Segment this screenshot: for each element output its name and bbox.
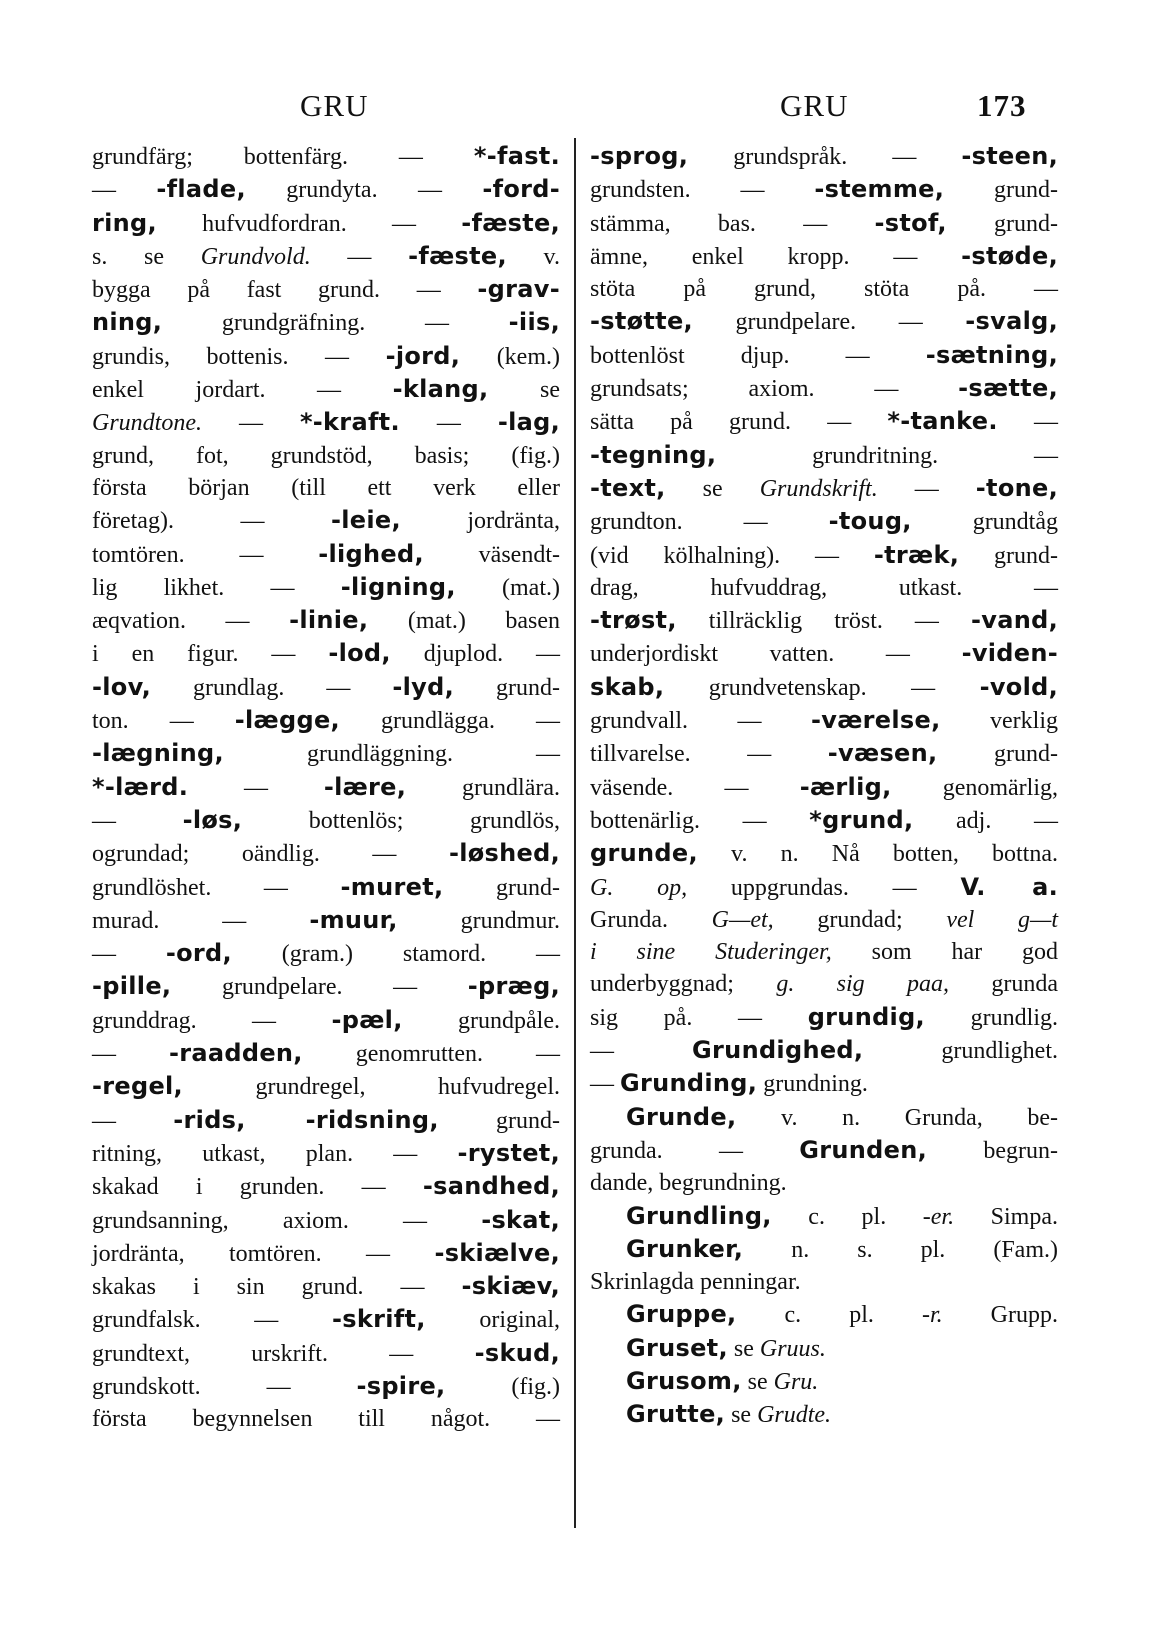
definition-text: — — [997, 409, 1059, 436]
text-line — [92, 140, 560, 173]
definition-text: företag). — — [92, 508, 331, 535]
definition-text: (gram.) stamord. — — [231, 941, 560, 968]
left-running-head: GRU — [300, 88, 369, 123]
text-line — [590, 1134, 1058, 1167]
headword: skab, — [590, 672, 665, 701]
headword: -lære, — [323, 772, 407, 801]
definition-text: första början (till ett verk eller — [92, 474, 560, 501]
definition-text: skakas i sin grund. — — [92, 1274, 462, 1301]
definition-text: grundsats; axiom. — — [590, 376, 959, 403]
text-line — [590, 804, 1058, 837]
definition-text: grund- — [937, 741, 1058, 768]
text-line — [590, 968, 1058, 1000]
italic-text: Gruus. — [759, 1335, 826, 1362]
text-line — [590, 1298, 1058, 1331]
headword: *grund, — [809, 805, 914, 834]
definition-text: grundyta. — — [245, 177, 483, 204]
headword: -rids, -ridsning, — [173, 1105, 439, 1134]
italic-text: Grundvold. — [200, 243, 311, 270]
definition-text: Skrinlagda penningar. — [590, 1269, 801, 1296]
definition-text: grundpelare. — — [171, 974, 468, 1001]
definition-text: (kem.) — [460, 343, 560, 370]
text-line — [590, 405, 1058, 438]
definition-text: murad. — — [92, 907, 310, 934]
definition-text: grundlig. — [924, 1004, 1058, 1031]
page-header — [0, 88, 1152, 128]
text-line — [590, 871, 1058, 904]
definition-text: (fig.) — [445, 1373, 560, 1400]
definition-text: som har god — [831, 939, 1058, 966]
headword: -tegning, — [590, 440, 717, 469]
text-line — [92, 273, 560, 306]
text-line — [590, 240, 1058, 273]
text-line — [92, 637, 560, 670]
definition-text: grundtåg — [911, 509, 1058, 536]
definition-text: grundregel, hufvudregel. — [182, 1074, 560, 1101]
definition-text: — — [92, 941, 166, 968]
page-number: 173 — [977, 88, 1027, 123]
definition-text: grundspråk. — — [688, 144, 962, 170]
headword: -løs, — [182, 805, 243, 834]
definition-text: grund- — [959, 542, 1059, 569]
definition-text: (vid kölhalning). — — [590, 542, 874, 569]
text-line — [590, 704, 1058, 737]
headword: -lægge, — [234, 706, 340, 735]
text-line — [92, 504, 560, 537]
text-line — [92, 340, 560, 373]
text-line — [92, 737, 560, 770]
text-line — [590, 904, 1058, 936]
headword: -lov, — [92, 672, 151, 701]
headword: -leie, — [330, 506, 401, 535]
headword: -fæste, — [408, 241, 507, 270]
definition-text: n. s. pl. (Fam.) — [743, 1236, 1058, 1263]
definition-text: Grupp. — [942, 1302, 1058, 1329]
text-line — [92, 1337, 560, 1370]
text-line — [590, 505, 1058, 538]
text-line — [590, 1101, 1058, 1134]
headword: Grunding, — [620, 1069, 758, 1098]
headword: -stof, — [874, 208, 947, 237]
italic-text: Grundskrift. — [759, 475, 878, 502]
text-line — [92, 1070, 560, 1103]
text-line — [92, 406, 560, 439]
headword: -spire, — [356, 1371, 446, 1400]
headword: -sætte, — [958, 374, 1058, 403]
definition-text: v. n. Nå botten, bottna. — [697, 841, 1058, 868]
definition-text: Simpa. — [954, 1203, 1058, 1230]
text-line — [92, 1137, 560, 1170]
definition-text: verklig — [940, 708, 1058, 735]
headword: -træk, — [873, 540, 960, 569]
headword: -fæste, — [461, 208, 560, 237]
text-line — [590, 1332, 1058, 1365]
headword: grunde, — [590, 839, 698, 868]
headword: Grutte, — [626, 1400, 726, 1429]
headword: ring, — [92, 208, 157, 237]
headword: -raadden, — [168, 1039, 303, 1068]
definition-text: se — [488, 377, 560, 404]
definition-text: grundlöshet. — — [92, 874, 341, 901]
headword: -skat, — [481, 1205, 560, 1234]
italic-text: G. op, — [590, 874, 688, 901]
text-line — [590, 173, 1058, 206]
text-line — [590, 207, 1058, 240]
definition-text: v. — [506, 243, 560, 270]
definition-text: stämma, bas. — — [590, 210, 875, 237]
definition-text: s. se — [92, 243, 201, 270]
definition-text: grundsten. — — [590, 177, 815, 204]
text-line — [92, 1037, 560, 1070]
definition-text: grundpåle. — [402, 1007, 561, 1034]
text-line — [590, 305, 1058, 338]
headword: -lag, — [497, 408, 560, 437]
definition-text: c. pl. — [771, 1203, 923, 1230]
definition-text: jordränta, tomtören. — — [92, 1240, 435, 1267]
definition-text: se — [725, 1402, 758, 1429]
definition-text: adj. — — [913, 807, 1058, 834]
headword: -klang, — [392, 375, 489, 404]
headword: Grunden, — [799, 1135, 928, 1164]
text-line — [92, 306, 560, 339]
text-line — [590, 1365, 1058, 1398]
definition-text: genomärlig, — [891, 774, 1058, 801]
text-line — [92, 440, 560, 472]
definition-text: grundskott. — — [92, 1373, 357, 1400]
headword: -tone, — [975, 473, 1058, 502]
text-line — [92, 1004, 560, 1037]
definition-text: — — [590, 1038, 693, 1065]
text-line — [92, 1237, 560, 1270]
headword: -lighed, — [318, 539, 424, 568]
definition-text: väsendt- — [423, 541, 560, 568]
headword: -sandhed, — [422, 1172, 560, 1201]
headword: -trøst, — [590, 606, 677, 635]
headword: -pille, — [92, 972, 172, 1001]
headword: -muret, — [340, 872, 444, 901]
headword: -løshed, — [448, 839, 560, 868]
italic-text: i sine Studeringer, — [590, 939, 832, 966]
definition-text: — — [399, 410, 498, 437]
text-line — [92, 373, 560, 406]
text-line — [590, 637, 1058, 670]
definition-text: underjordiskt vatten. — — [590, 641, 962, 668]
headword: *-kraft. — [299, 408, 400, 437]
italic-text: -er. — [922, 1203, 955, 1230]
right-running-head: GRU — [780, 88, 849, 123]
text-line — [590, 572, 1058, 604]
text-line — [590, 737, 1058, 770]
definition-text: grundlighet. — [863, 1038, 1058, 1065]
definition-text: grund- — [443, 874, 560, 901]
headword: grundig, — [807, 1002, 925, 1031]
headword: ning, — [92, 308, 163, 337]
headword: -toug, — [828, 507, 912, 536]
italic-text: Gru. — [773, 1368, 819, 1395]
headword: Grundighed, — [692, 1036, 864, 1065]
headword: Grunde, — [626, 1102, 737, 1131]
text-line — [92, 837, 560, 870]
definition-text: — — [877, 475, 976, 502]
left-column — [92, 140, 560, 1436]
text-line — [92, 1370, 560, 1403]
text-line — [590, 671, 1058, 704]
definition-text: grundad; — [773, 906, 947, 933]
definition-text: stöta på grund, stöta på. — — [590, 276, 1058, 303]
definition-text: ämne, enkel kropp. — — [590, 243, 962, 270]
definition-text: ton. — — [92, 708, 235, 735]
headword: -skiælve, — [434, 1238, 560, 1267]
definition-text: bygga på fast grund. — — [92, 277, 478, 304]
definition-text: tillräcklig tröst. — — [676, 608, 972, 635]
definition-text: bottenlös; grundlös, — [242, 807, 561, 834]
headword: -sprog, — [590, 142, 689, 170]
definition-text: v. n. Grunda, be- — [736, 1104, 1058, 1131]
definition-text: se — [727, 1335, 760, 1362]
definition-text: grundpelare. — — [692, 309, 966, 336]
italic-text: Grudte. — [757, 1402, 832, 1429]
text-line — [92, 1303, 560, 1336]
headword: -steen, — [961, 142, 1058, 170]
text-line — [590, 273, 1058, 305]
definition-text: grundlägga. — — [339, 708, 560, 735]
headword: -ord, — [165, 939, 232, 968]
definition-text: enkel jordart. — — [92, 377, 393, 404]
definition-text: bottenlöst djup. — — [590, 342, 926, 369]
text-line — [92, 173, 560, 206]
definition-text: sig på. — — [590, 1004, 808, 1031]
headword: -linie, — [289, 606, 369, 635]
definition-text: grundfalsk. — — [92, 1307, 332, 1334]
text-line — [92, 472, 560, 504]
definition-text: grundmur. — [397, 907, 561, 934]
definition-text: — — [92, 1107, 174, 1134]
definition-text: grundtext, urskrift. — — [92, 1340, 475, 1367]
definition-text: — — [590, 1071, 620, 1098]
definition-text: — — [188, 774, 324, 801]
text-line — [92, 1204, 560, 1237]
definition-text: tomtören. — — [92, 541, 319, 568]
text-line — [590, 1067, 1058, 1100]
definition-text: (mat.) basen — [368, 608, 560, 635]
definition-text: drag, hufvuddrag, utkast. — — [590, 574, 1058, 601]
headword: -ford- — [482, 175, 561, 204]
definition-text: grund- — [438, 1107, 561, 1134]
text-line — [590, 1001, 1058, 1034]
definition-text: — — [310, 243, 409, 270]
definition-text: se — [741, 1368, 774, 1395]
headword: -iis, — [508, 308, 560, 337]
definition-text: första begynnelsen till något. — — [92, 1406, 560, 1433]
text-line — [92, 871, 560, 904]
text-line — [92, 1403, 560, 1435]
definition-text: æqvation. — — [92, 608, 290, 635]
headword: Gruset, — [626, 1333, 728, 1362]
text-line — [590, 1266, 1058, 1298]
headword: Grusom, — [626, 1366, 742, 1395]
italic-text: g. sig paa, — [776, 971, 949, 998]
text-line — [92, 538, 560, 571]
text-line — [590, 771, 1058, 804]
definition-text: hufvudfordran. — — [156, 210, 462, 237]
headword: -værelse, — [811, 706, 941, 735]
definition-text: — — [202, 410, 300, 437]
definition-text: begrun- — [927, 1137, 1058, 1164]
italic-text: -r. — [921, 1302, 943, 1329]
definition-text: djuplod. — — [390, 641, 560, 668]
text-line — [92, 904, 560, 937]
headword: *-lærd. — [92, 772, 189, 801]
headword: -lod, — [328, 639, 391, 668]
definition-text: se — [665, 475, 760, 502]
text-line — [590, 439, 1058, 472]
definition-text: grund- — [946, 210, 1059, 237]
headword: -præg, — [467, 972, 560, 1001]
headword: -svalg, — [965, 307, 1058, 336]
definition-text: grund- — [454, 674, 561, 701]
headword: -væsen, — [827, 739, 938, 768]
definition-text: grundläggning. — — [223, 741, 560, 768]
headword: *-fast. — [473, 142, 560, 170]
headword: -viden- — [961, 639, 1058, 668]
headword: -støtte, — [590, 307, 693, 336]
definition-text: i en figur. — — [92, 641, 329, 668]
definition-text: grund, fot, grundstöd, basis; (fig.) — [92, 442, 560, 469]
headword: -sætning, — [925, 340, 1058, 369]
headword: V. a. — [960, 872, 1058, 901]
italic-text: G—et, — [711, 906, 774, 933]
text-line — [590, 339, 1058, 372]
headword: -text, — [590, 473, 666, 502]
definition-text: original, — [425, 1307, 560, 1334]
headword: -ligning, — [340, 572, 456, 601]
definition-text: ogrundad; oändlig. — — [92, 841, 449, 868]
text-line — [590, 1034, 1058, 1067]
definition-text: uppgrundas. — — [687, 874, 961, 901]
definition-text: grundvall. — — [590, 708, 812, 735]
headword: -muur, — [309, 905, 398, 934]
text-line — [590, 472, 1058, 505]
definition-text: — — [92, 177, 157, 204]
text-line — [590, 936, 1058, 968]
definition-text: grund- — [944, 177, 1059, 204]
definition-text: bottenärlig. — — [590, 807, 810, 834]
definition-text: dande, begrundning. — [590, 1170, 787, 1197]
definition-text: grundritning. — — [716, 442, 1058, 469]
definition-text: c. pl. — [736, 1302, 922, 1329]
definition-text: — — [92, 1041, 169, 1068]
headword: -stemme, — [814, 175, 945, 204]
definition-text: genomrutten. — — [302, 1041, 560, 1068]
column-divider — [574, 138, 576, 1528]
headword: -vold, — [979, 672, 1058, 701]
headword: -flade, — [156, 175, 246, 204]
definition-text: grunda. — — [590, 1137, 800, 1164]
text-line — [92, 240, 560, 273]
text-line — [92, 970, 560, 1003]
definition-text: grundfärg; bottenfärg. — — [92, 144, 474, 170]
definition-text: sätta på grund. — — [590, 409, 888, 436]
headword: -lyd, — [392, 672, 454, 701]
headword: -pæl, — [331, 1005, 403, 1034]
definition-text: underbyggnad; — [590, 971, 777, 998]
definition-text: grundning. — [757, 1071, 868, 1098]
headword: -regel, — [92, 1072, 183, 1101]
text-line — [590, 1200, 1058, 1233]
text-line — [92, 671, 560, 704]
headword: -skiæv, — [461, 1272, 560, 1301]
text-line — [92, 771, 560, 804]
definition-text: grundlära. — [406, 774, 560, 801]
headword: -grav- — [477, 275, 560, 304]
definition-text: grundsanning, axiom. — — [92, 1207, 482, 1234]
definition-text: väsende. — — [590, 774, 800, 801]
headword: -vand, — [971, 606, 1058, 635]
definition-text: grundvetenskap. — — [664, 674, 980, 701]
text-line — [590, 539, 1058, 572]
text-line — [92, 1270, 560, 1303]
headword: -jord, — [385, 341, 461, 370]
definition-text: — — [92, 807, 183, 834]
definition-text: grundis, bottenis. — — [92, 343, 386, 370]
headword: -rystet, — [457, 1138, 560, 1167]
text-line — [92, 937, 560, 970]
text-line — [590, 1167, 1058, 1199]
text-line — [590, 372, 1058, 405]
text-line — [590, 1398, 1058, 1431]
definition-text: (mat.) — [455, 574, 560, 601]
text-line — [92, 604, 560, 637]
text-line — [92, 1104, 560, 1137]
text-line — [590, 604, 1058, 637]
headword: Gruppe, — [626, 1300, 737, 1329]
italic-text: vel g—t — [946, 906, 1058, 933]
definition-text: grunda — [949, 971, 1058, 998]
definition-text: skakad i grunden. — — [92, 1174, 423, 1201]
definition-text: ritning, utkast, plan. — — [92, 1140, 458, 1167]
right-column — [590, 140, 1058, 1432]
definition-text: lig likhet. — — [92, 574, 341, 601]
headword: -ærlig, — [799, 772, 892, 801]
headword: *-tanke. — [887, 407, 998, 436]
text-line — [92, 804, 560, 837]
text-line — [92, 207, 560, 240]
headword: -skud, — [474, 1338, 560, 1367]
headword: Grundling, — [626, 1201, 772, 1230]
definition-text: grunddrag. — — [92, 1007, 332, 1034]
definition-text: grundton. — — [590, 509, 829, 536]
text-line — [92, 704, 560, 737]
headword: -lægning, — [92, 739, 224, 768]
headword: -skrift, — [331, 1305, 426, 1334]
text-line — [92, 1170, 560, 1203]
text-line — [92, 571, 560, 604]
definition-text: Grunda. — [590, 906, 712, 933]
italic-text: Grundtone. — [92, 410, 202, 437]
text-line — [590, 140, 1058, 173]
text-line — [590, 1233, 1058, 1266]
definition-text: grundgräfning. — — [162, 310, 509, 337]
text-line — [590, 837, 1058, 870]
definition-text: grundlag. — — [150, 674, 393, 701]
definition-text: tillvarelse. — — [590, 741, 828, 768]
headword: Grunker, — [626, 1234, 744, 1263]
headword: -støde, — [961, 241, 1058, 270]
definition-text: jordränta, — [400, 508, 561, 535]
